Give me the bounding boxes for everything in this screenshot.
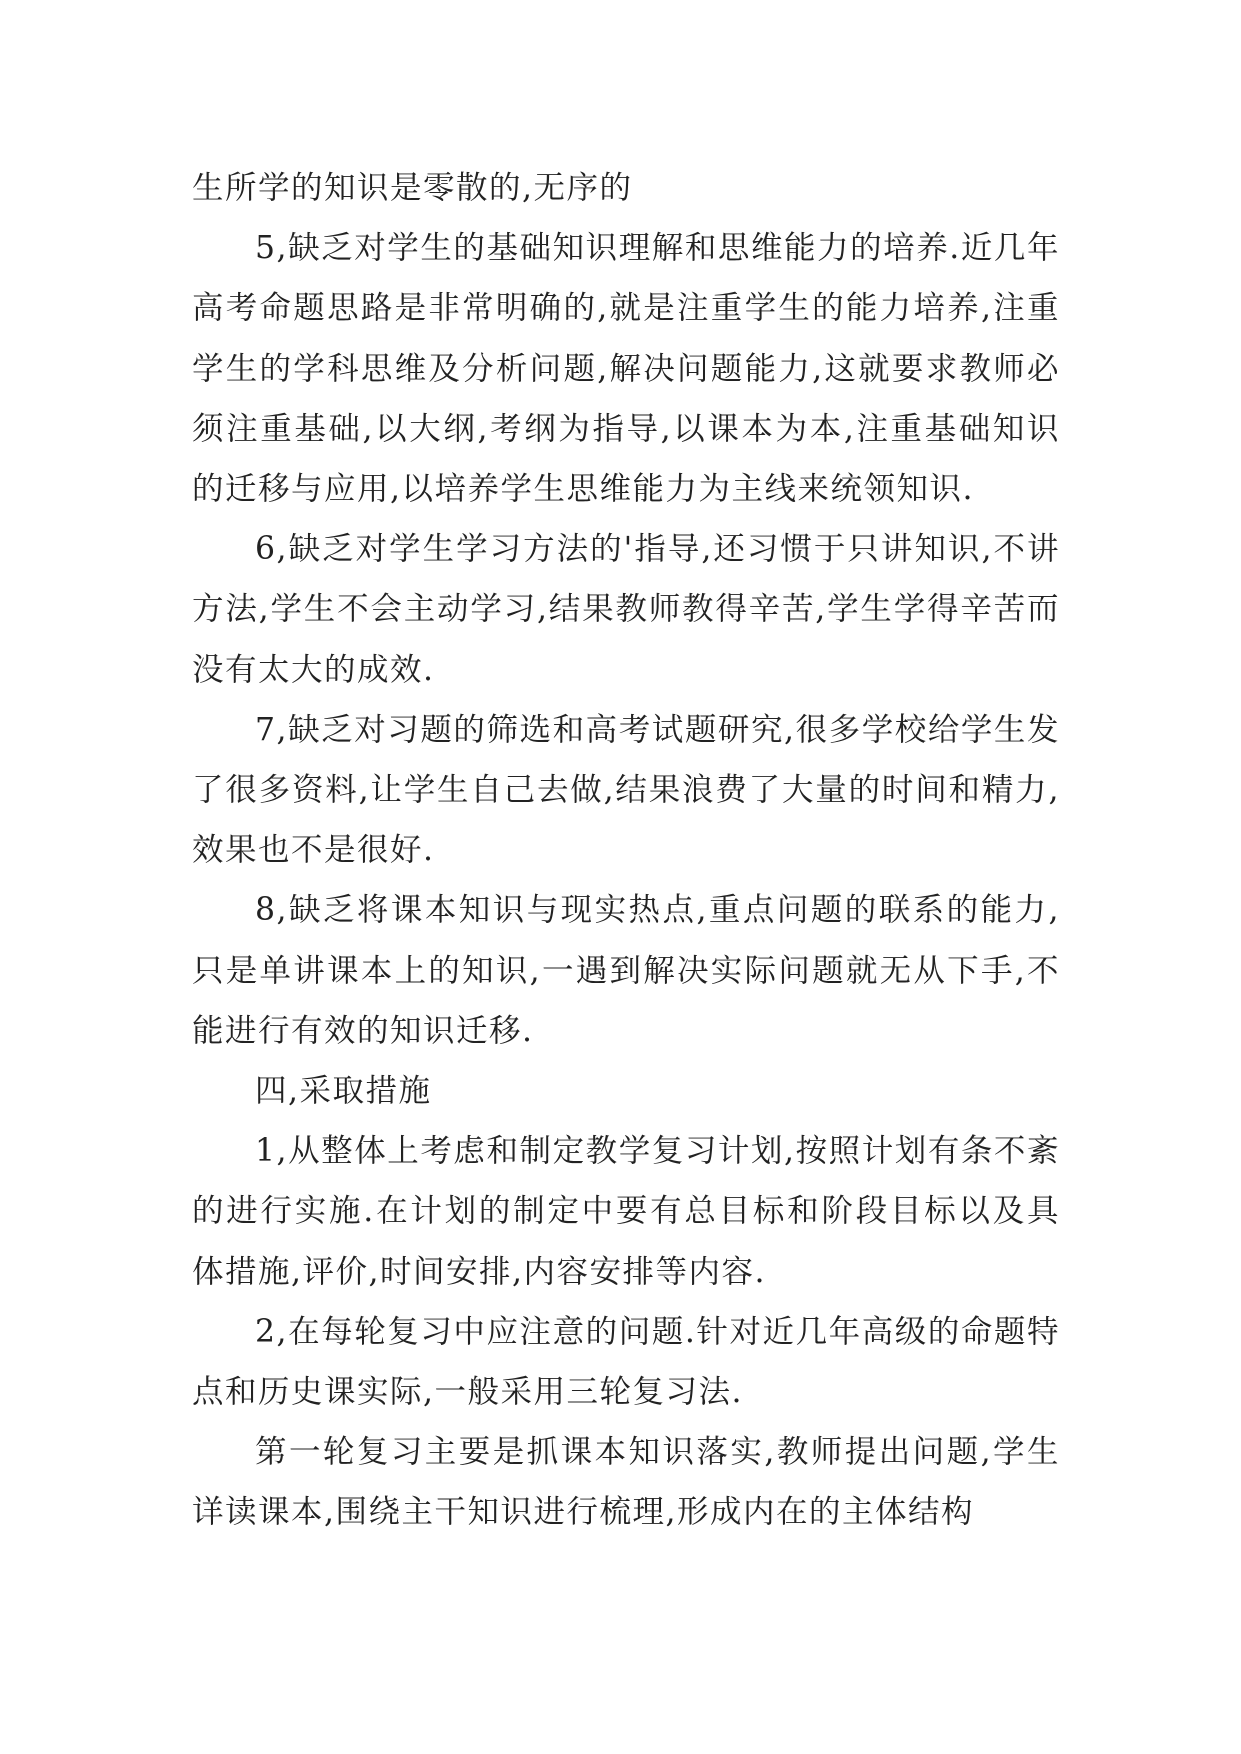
document-body bbox=[192, 158, 1060, 1543]
section-heading: 四,采取措施 bbox=[255, 1073, 432, 1110]
paragraph-2: 5,缺乏对学生的基础知识理解和思维能力的培养.近几年高考命题思路是非常明确的,就是注重学生的能力培养,注重学生的学科思维及分析问题,解决问题能力,这就要求教师必须注重基础,以大纲,考纲为指导,以课本为本,注重基础知识的迁移与应用,以培养学生思维能力为主线来统领知识. bbox=[192, 230, 1060, 508]
paragraph-6: 1,从整体上考虑和制定教学复习计划,按照计划有条不紊的进行实施.在计划的制定中要有总目标和阶段目标以及具体措施,评价,时间安排,内容安排等内容. bbox=[192, 1133, 1060, 1290]
paragraph-1: 生所学的知识是零散的,无序的 bbox=[192, 170, 633, 206]
paragraph-7: 2,在每轮复习中应注意的问题.针对近几年高级的命题特点和历史课实际,一般采用三轮复习法. bbox=[192, 1313, 1060, 1411]
paragraph-8: 第一轮复习主要是抓课本知识落实,教师提出问题,学生详读课本,围绕主干知识进行梳理,形成内在的主体结构 bbox=[192, 1434, 1060, 1531]
paragraph-3: 6,缺乏对学生学习方法的'指导,还习惯于只讲知识,不讲方法,学生不会主动学习,结果教师教得辛苦,学生学得辛苦而没有太大的成效. bbox=[192, 531, 1060, 688]
paragraph-4: 7,缺乏对习题的筛选和高考试题研究,很多学校给学生发了很多资料,让学生自己去做,结果浪费了大量的时间和精力,效果也不是很好. bbox=[192, 711, 1060, 869]
paragraph-5: 8,缺乏将课本知识与现实热点,重点问题的联系的能力,只是单讲课本上的知识,一遇到解决实际问题就无从下手,不能进行有效的知识迁移. bbox=[192, 892, 1060, 1049]
